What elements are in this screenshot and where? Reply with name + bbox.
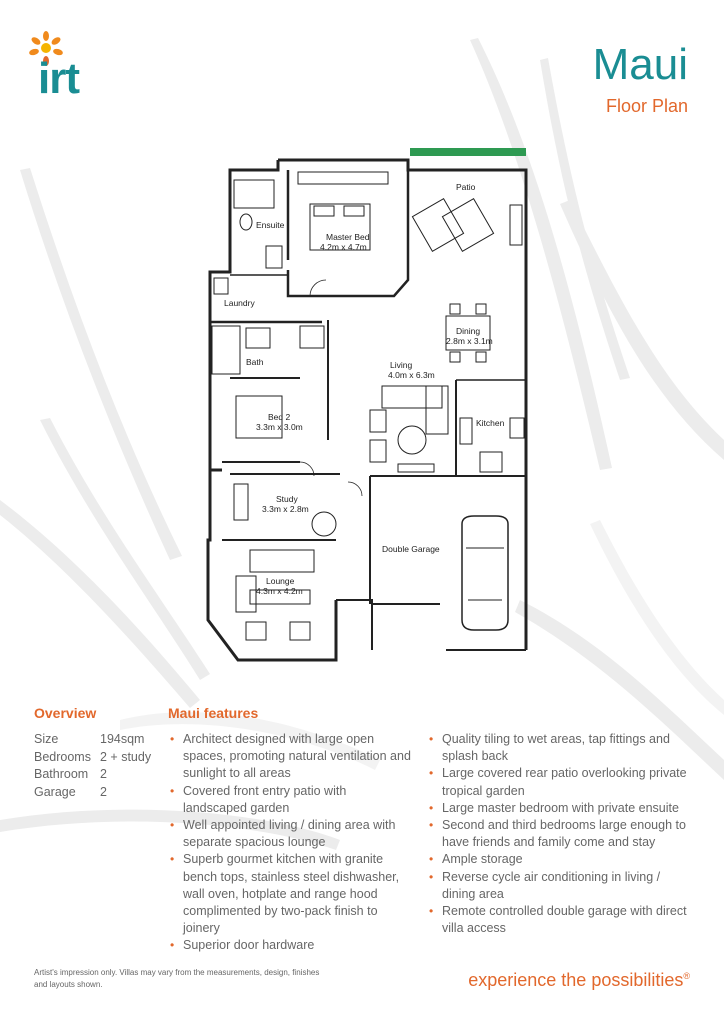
overview-label: Size bbox=[34, 732, 59, 746]
room-name-patio: Patio bbox=[456, 182, 476, 192]
overview-row bbox=[34, 784, 164, 802]
room-name-laundry: Laundry bbox=[224, 298, 255, 308]
feature-item: • Covered front entry patio with landscaped garden bbox=[168, 783, 413, 817]
features-list-right bbox=[425, 731, 688, 955]
overview-table bbox=[34, 731, 164, 801]
overview-value: 194sqm bbox=[100, 732, 145, 746]
room-size-living: 4.0m x 6.3m bbox=[388, 370, 435, 380]
tagline-text: experience the possibilities bbox=[468, 970, 684, 990]
disclaimer-text: Artist's impression only. Villas may vary from the measurements, design, finishes and layouts shown. bbox=[34, 968, 320, 989]
overview-row bbox=[34, 766, 164, 784]
feature-item: • Superb gourmet kitchen with granite bench tops, stainless steel dishwasher, wall oven, hotplate and range hood complimented by two-pack finish to joinery bbox=[168, 851, 413, 937]
room-size-study: 3.3m x 2.8m bbox=[262, 504, 309, 514]
room-name-dining: Dining bbox=[456, 326, 481, 336]
feature-item: • Large master bedroom with private ensuite bbox=[427, 800, 688, 817]
room-name-master: Master Bed bbox=[326, 232, 370, 242]
overview-row bbox=[34, 749, 164, 767]
features-section bbox=[168, 705, 688, 955]
overview-row bbox=[34, 731, 164, 749]
room-name-ensuite: Ensuite bbox=[256, 220, 285, 230]
overview-label: Bedrooms bbox=[34, 749, 91, 764]
feature-item: • Well appointed living / dining area with separate spacious lounge bbox=[168, 817, 413, 851]
room-name-kitchen: Kitchen bbox=[476, 418, 505, 428]
overview-value: 2 + study bbox=[100, 749, 152, 764]
room-size-bed2: 3.3m x 3.0m bbox=[256, 422, 303, 432]
feature-item: • Quality tiling to wet areas, tap fittings and splash back bbox=[427, 731, 688, 765]
feature-item: • Ample storage bbox=[427, 851, 688, 868]
feature-item: • Superior door hardware bbox=[168, 937, 413, 954]
brand-logo: irt bbox=[38, 54, 79, 103]
overview-heading: Overview bbox=[34, 705, 97, 721]
room-size-lounge: 4.3m x 4.2m bbox=[256, 586, 303, 596]
room-name-lounge: Lounge bbox=[266, 576, 295, 586]
registered-mark: ® bbox=[683, 971, 690, 981]
features-heading: Maui features bbox=[168, 705, 259, 721]
overview-value: 2 bbox=[100, 767, 107, 781]
feature-item: • Reverse cycle air conditioning in living / dining area bbox=[427, 869, 688, 903]
tagline bbox=[468, 970, 690, 991]
page-subtitle: Floor Plan bbox=[605, 96, 688, 116]
overview-label: Garage bbox=[34, 784, 76, 799]
garden-hedge bbox=[410, 148, 526, 156]
room-name-living: Living bbox=[390, 360, 413, 370]
overview-section bbox=[34, 705, 164, 801]
feature-item: • Large covered rear patio overlooking private tropical garden bbox=[427, 765, 688, 799]
features-list-left bbox=[168, 731, 425, 955]
room-name-study: Study bbox=[276, 494, 298, 504]
overview-value: 2 bbox=[100, 784, 107, 799]
feature-item: • Remote controlled double garage with direct villa access bbox=[427, 903, 688, 937]
page-title: Maui bbox=[592, 40, 688, 89]
floor-plan-diagram bbox=[200, 140, 540, 680]
room-name-bed2: Bed 2 bbox=[268, 412, 291, 422]
room-name-garage: Double Garage bbox=[382, 544, 440, 554]
room-size-dining: 2.8m x 3.1m bbox=[446, 336, 493, 346]
overview-label: Bathroom bbox=[34, 767, 89, 781]
feature-item: • Second and third bedrooms large enough to have friends and family come and stay bbox=[427, 817, 688, 851]
feature-item: • Architect designed with large open spaces, promoting natural ventilation and sunlight to all areas bbox=[168, 731, 413, 783]
room-name-bath: Bath bbox=[246, 357, 264, 367]
room-size-master: 4.2m x 4.7m bbox=[320, 242, 367, 252]
